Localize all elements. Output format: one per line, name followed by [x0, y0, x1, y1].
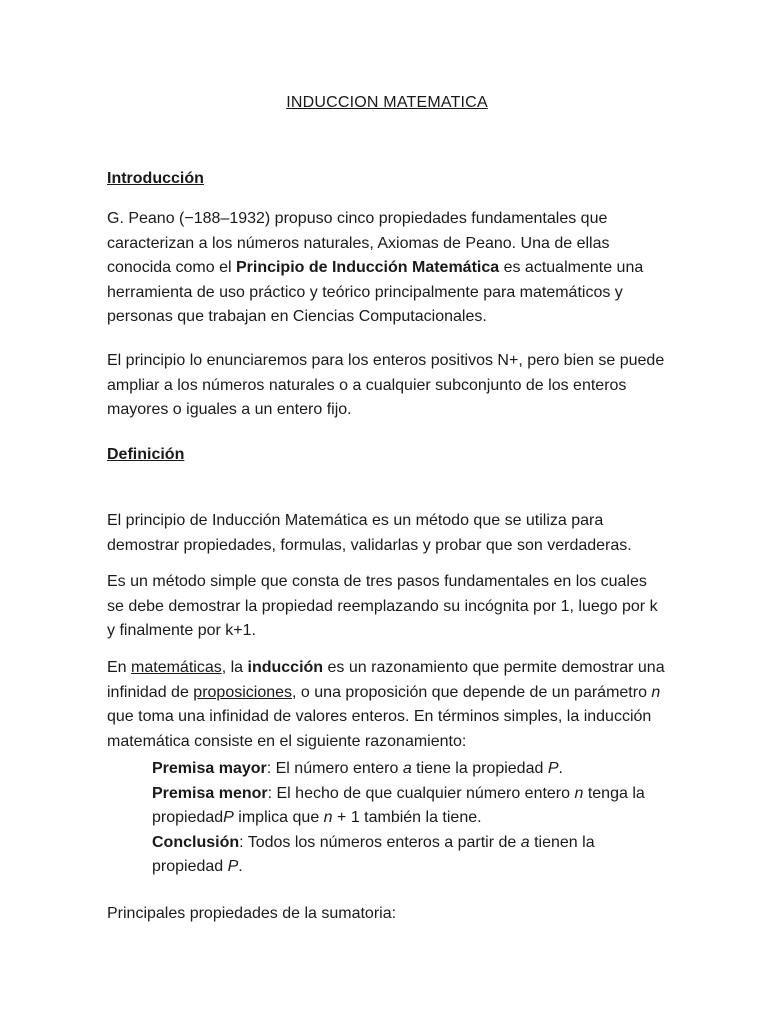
item1-text-3: .: [558, 760, 563, 777]
list-item-premisa-mayor: [152, 757, 667, 782]
def-3-bold-induccion: inducción: [247, 659, 324, 676]
paragraph-closing: Principales propiedades de la sumatoria:: [107, 905, 397, 922]
label-premisa-menor: Premisa menor: [152, 784, 268, 802]
item2-var-p: P: [223, 809, 234, 826]
item1-text-1: : El número entero: [266, 760, 403, 777]
heading-definicion: Definición: [107, 446, 185, 463]
list-item-conclusion: [152, 831, 667, 880]
premises-list: [152, 757, 667, 880]
def-3-s1: En: [107, 659, 132, 676]
item2-text-2: tenga la propiedad: [152, 784, 645, 826]
label-conclusion: Conclusión: [152, 833, 240, 851]
item2-text-4: + 1 también la tiene.: [332, 809, 482, 826]
intro-1-bold-principle: Principio de Inducción Matemática: [235, 259, 500, 276]
list-item-premisa-menor: [152, 782, 667, 831]
item1-var-p: P: [547, 760, 559, 777]
item1-text-2: tiene la propiedad: [411, 760, 548, 777]
paragraph-intro-1: [107, 207, 667, 330]
paragraph-def-2: Es un método simple que consta de tres pasos fundamentales en los cuales se debe demostrar la propiedad reemplazando su incógnita por 1, luego por k y finalmente por k+1.: [107, 573, 658, 639]
paragraph-def-3: [107, 656, 667, 754]
document-title: INDUCCION MATEMATICA: [286, 94, 488, 111]
link-matematicas[interactable]: matemáticas: [131, 659, 222, 676]
paragraph-intro-2: El principio lo enunciaremos para los enteros positivos N+, pero bien se puede ampliar a los números naturales o a cualquier subconjunto de los enteros mayores o iguales a un entero fijo.: [107, 352, 665, 418]
item2-text-3: implica que: [233, 809, 324, 826]
intro-1-text-a: G. Peano (−188–1932) propuso cinco propiedades fundamentales que caracterizan a los números naturales, Axiomas de Peano. Una de ellas conocida como el: [107, 210, 610, 276]
def-3-s2: , la: [221, 659, 248, 676]
link-proposiciones[interactable]: proposiciones: [193, 683, 293, 701]
item2-var-n: n: [574, 784, 584, 802]
item3-text-3: .: [238, 858, 243, 875]
intro-1-text-c: es actualmente una herramienta de uso práctico y teórico principalmente para matemáticos y personas que trabajan en Ciencias Computacionales.: [107, 259, 644, 325]
item2-text-1: : El hecho de que cualquier número entero: [267, 784, 575, 802]
item3-var-p: P: [227, 858, 239, 875]
def-3-s3: es un razonamiento que permite demostrar una infinidad de: [107, 659, 665, 701]
def-3-s5: que toma una infinidad de valores enteros. En términos simples, la inducción matemática consiste en el siguiente razonamiento:: [107, 708, 652, 750]
item2-var-n2: n: [323, 809, 333, 826]
item3-text-1: : Todos los números enteros a partir de: [239, 833, 521, 851]
def-3-s4: , o una proposición que depende de un parámetro: [292, 683, 652, 701]
item3-text-2: tienen la propiedad: [152, 833, 595, 875]
item3-var-a: a: [520, 833, 530, 851]
heading-introduccion: Introducción: [107, 170, 204, 187]
label-premisa-mayor: Premisa mayor: [152, 760, 267, 777]
item1-var-a: a: [402, 760, 412, 777]
paragraph-def-1: El principio de Inducción Matemática es un método que se utiliza para demostrar propiedades, formulas, validarlas y probar que son verdaderas.: [107, 512, 632, 554]
def-3-var-n: n: [651, 683, 661, 701]
